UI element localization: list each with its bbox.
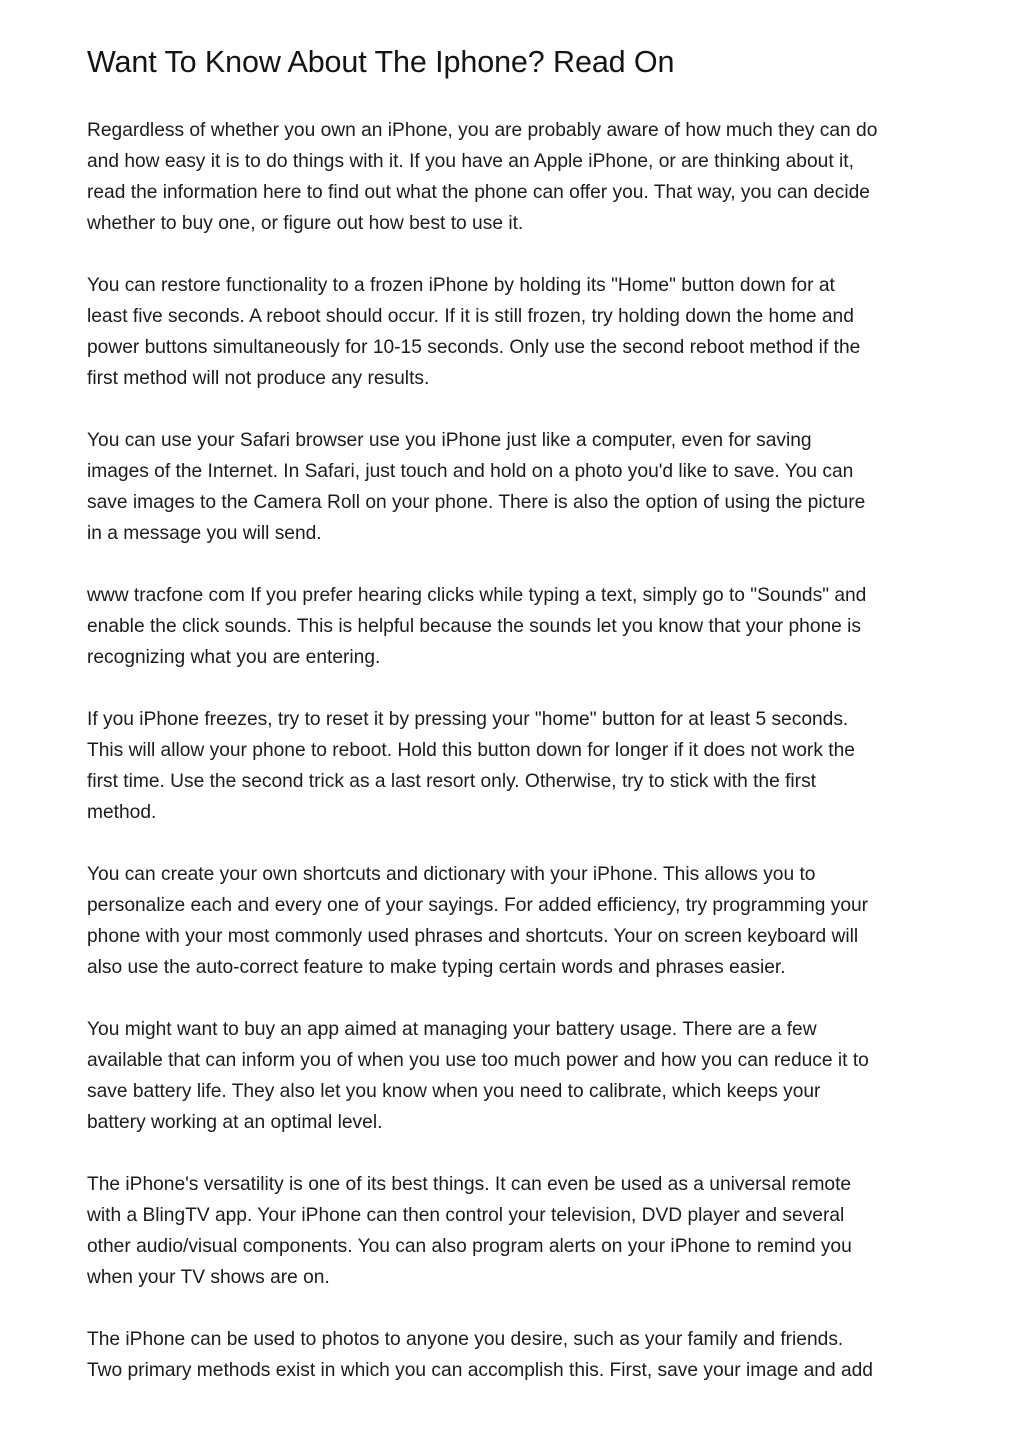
paragraph-safari-browser: You can use your Safari browser use you iPhone just like a computer, even for saving images of the Internet. In Safari, just touch and hold on a photo you'd like to save. You can save images to the Camera Roll on your phone. There is also the option of using the picture in a message you will send. [87,430,866,544]
paragraph-iphone-freezes: If you iPhone freezes, try to reset it by pressing your "home" button for at least 5 seconds. This will allow your phone to reboot. Hold this button down for longer if it does not work the first time. Use the second trick as a last resort only. Otherwise, try to stick with the first method. [87,709,855,823]
paragraph-versatility: The iPhone's versatility is one of its best things. It can even be used as a universal remote with a BlingTV app. Your iPhone can then control your television, DVD player and several other audio/visual components. You can also program alerts on your iPhone to remind you when your TV shows are on. [87,1174,852,1288]
paragraph-shortcuts-dictionary: You can create your own shortcuts and dictionary with your iPhone. This allows you to personalize each and every one of your sayings. For added efficiency, try programming your phone with your most commonly used phrases and shortcuts. Your on screen keyboard will also use the auto-correct feature to make typing certain words and phrases easier. [87,864,869,978]
paragraph-battery-app: You might want to buy an app aimed at managing your battery usage. There are a few available that can inform you of when you use too much power and how you can reduce it to save battery life. They also let you know when you need to calibrate, which keeps your battery working at an optimal level. [87,1019,869,1133]
paragraph-click-sounds: www tracfone com If you prefer hearing clicks while typing a text, simply go to "Sounds" and enable the click sounds. This is helpful because the sounds let you know that your phone is recognizing what you are entering. [87,585,867,668]
paragraph-restore-functionality: You can restore functionality to a frozen iPhone by holding its "Home" button down for at least five seconds. A reboot should occur. If it is still frozen, try holding down the home and power buttons simultaneously for 10-15 seconds. Only use the second reboot method if the first method will not produce any results. [87,275,861,389]
paragraph-regardless: Regardless of whether you own an iPhone, you are probably aware of how much they can do and how easy it is to do things with it. If you have an Apple iPhone, or are thinking about it, read the information here to find out what the phone can offer you. That way, you can decide whether to buy one, or figure out how best to use it. [87,120,878,234]
article-body [87,115,939,1386]
paragraph-share-photos: The iPhone can be used to photos to anyone you desire, such as your family and friends. Two primary methods exist in which you can accomplish this. First, save your image and add [87,1329,873,1381]
page-title: Want To Know About The Iphone? Read On [87,45,675,79]
document-page [87,42,939,1417]
